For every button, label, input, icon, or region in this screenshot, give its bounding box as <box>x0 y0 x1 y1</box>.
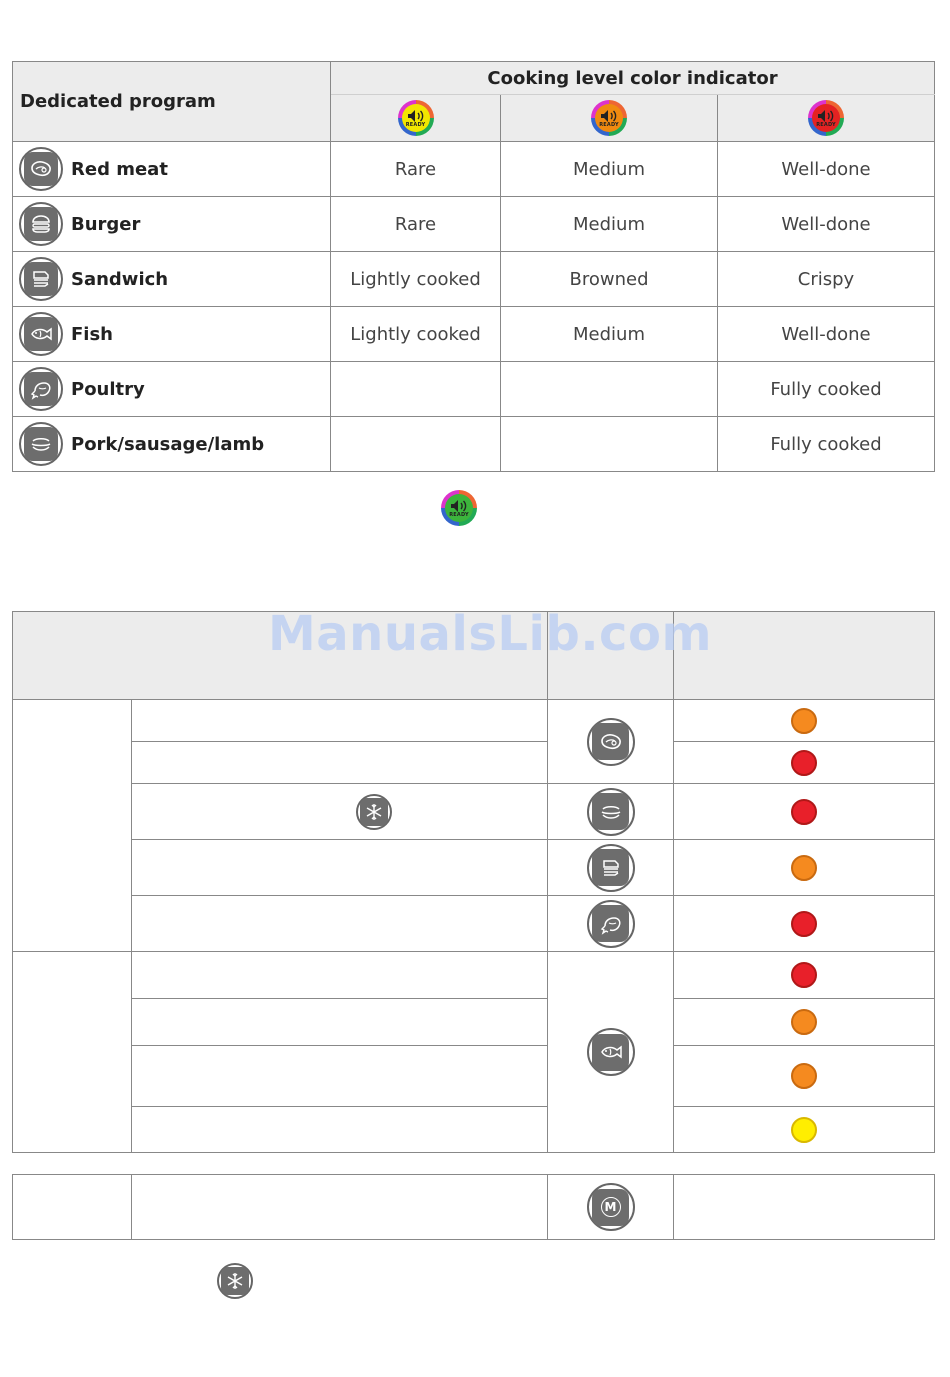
program-icon-cell <box>548 840 674 896</box>
level-cell <box>331 362 501 417</box>
level-dot-cell <box>674 999 935 1046</box>
group-cell <box>13 1175 132 1240</box>
red-dot <box>791 799 817 825</box>
table-row <box>13 700 935 742</box>
table-row <box>13 142 935 197</box>
group-cell <box>13 700 132 952</box>
table-row <box>13 252 935 307</box>
indicator-orange-cell <box>501 95 718 142</box>
program-name: Pork/sausage/lamb <box>71 433 265 455</box>
program-icon-cell <box>548 952 674 1153</box>
level-dot-cell <box>674 840 935 896</box>
level-dot-cell <box>674 700 935 742</box>
food-cell <box>132 952 548 999</box>
level-cell: Browned <box>501 252 718 307</box>
table-row <box>13 1107 935 1153</box>
manual-mode-icon <box>587 1183 635 1231</box>
orange-dot <box>791 855 817 881</box>
program-name: Burger <box>71 213 141 235</box>
burger-icon <box>19 202 63 246</box>
red-dot <box>791 962 817 988</box>
program-cell <box>13 197 331 252</box>
header-dedicated-program: Dedicated program <box>13 62 331 142</box>
level-cell: Well-done <box>718 197 935 252</box>
table-row <box>13 784 935 840</box>
food-cell <box>132 896 548 952</box>
level-cell: Lightly cooked <box>331 252 501 307</box>
sandwich-icon <box>19 257 63 301</box>
group-cell <box>13 952 132 1153</box>
level-dot-cell <box>674 1046 935 1107</box>
level-cell <box>501 417 718 472</box>
orange-dot <box>791 1063 817 1089</box>
level-cell: Rare <box>331 142 501 197</box>
level-cell <box>501 362 718 417</box>
orange-dot <box>791 708 817 734</box>
fish-icon <box>587 1028 635 1076</box>
table-row <box>13 1046 935 1107</box>
level-dot-cell <box>674 742 935 784</box>
level-cell <box>331 417 501 472</box>
level-dot-cell <box>674 896 935 952</box>
program-name: Sandwich <box>71 268 169 290</box>
steak-icon <box>587 718 635 766</box>
ready-indicator-red-icon: READY <box>808 100 844 136</box>
ready-indicator-orange-icon: READY <box>591 100 627 136</box>
program-cell <box>13 142 331 197</box>
level-cell: Medium <box>501 197 718 252</box>
frozen-snowflake-icon <box>356 794 392 830</box>
poultry-icon <box>587 900 635 948</box>
table-row <box>13 896 935 952</box>
food-cell <box>132 1107 548 1153</box>
steak-icon <box>19 147 63 191</box>
table-row <box>13 840 935 896</box>
food-cell <box>132 1046 548 1107</box>
table-row <box>13 952 935 999</box>
watermark: ManualsLib.com <box>268 606 712 662</box>
table-row <box>13 1175 935 1240</box>
program-name: Poultry <box>71 378 145 400</box>
program-name: Red meat <box>71 158 168 180</box>
program-icon-cell <box>548 700 674 784</box>
table-row <box>13 197 935 252</box>
indicator-yellow-cell <box>331 95 501 142</box>
level-cell: Fully cooked <box>718 417 935 472</box>
ready-indicator-green-icon: READY <box>441 490 477 526</box>
level-dot-cell <box>674 1107 935 1153</box>
red-dot <box>791 911 817 937</box>
level-dot-cell <box>674 952 935 999</box>
program-icon-cell <box>548 1175 674 1240</box>
poultry-icon <box>19 367 63 411</box>
table-row <box>13 999 935 1046</box>
program-name: Fish <box>71 323 113 345</box>
level-cell: Well-done <box>718 307 935 362</box>
ready-indicator-yellow-icon: READY <box>398 100 434 136</box>
program-icon-cell <box>548 896 674 952</box>
food-cell <box>132 1175 548 1240</box>
table-row <box>13 362 935 417</box>
cooking-level-table <box>12 61 935 472</box>
program-cell <box>13 417 331 472</box>
level-cell: Rare <box>331 197 501 252</box>
header-level-cell <box>674 612 935 700</box>
table-row <box>13 417 935 472</box>
level-cell: Fully cooked <box>718 362 935 417</box>
manual-mode-letter: M <box>601 1197 621 1217</box>
table-row <box>13 307 935 362</box>
level-cell: Well-done <box>718 142 935 197</box>
food-cell <box>132 999 548 1046</box>
level-cell: Medium <box>501 142 718 197</box>
sausage-icon <box>587 788 635 836</box>
header-cooking-level: Cooking level color indicator <box>331 62 935 95</box>
food-cell <box>132 840 548 896</box>
cooking-guide-table <box>12 611 935 1153</box>
manual-mode-table <box>12 1174 935 1240</box>
yellow-dot <box>791 1117 817 1143</box>
program-icon-cell <box>548 784 674 840</box>
level-cell: Medium <box>501 307 718 362</box>
program-cell <box>13 252 331 307</box>
sandwich-icon <box>587 844 635 892</box>
sausage-icon <box>19 422 63 466</box>
food-cell <box>132 742 548 784</box>
indicator-red-cell <box>718 95 935 142</box>
orange-dot <box>791 1009 817 1035</box>
table-row <box>13 742 935 784</box>
food-cell <box>132 784 548 840</box>
food-cell <box>132 700 548 742</box>
level-cell <box>674 1175 935 1240</box>
fish-icon <box>19 312 63 356</box>
red-dot <box>791 750 817 776</box>
level-dot-cell <box>674 784 935 840</box>
program-cell <box>13 362 331 417</box>
level-cell: Crispy <box>718 252 935 307</box>
frozen-snowflake-icon <box>217 1263 253 1299</box>
program-cell <box>13 307 331 362</box>
level-cell: Lightly cooked <box>331 307 501 362</box>
